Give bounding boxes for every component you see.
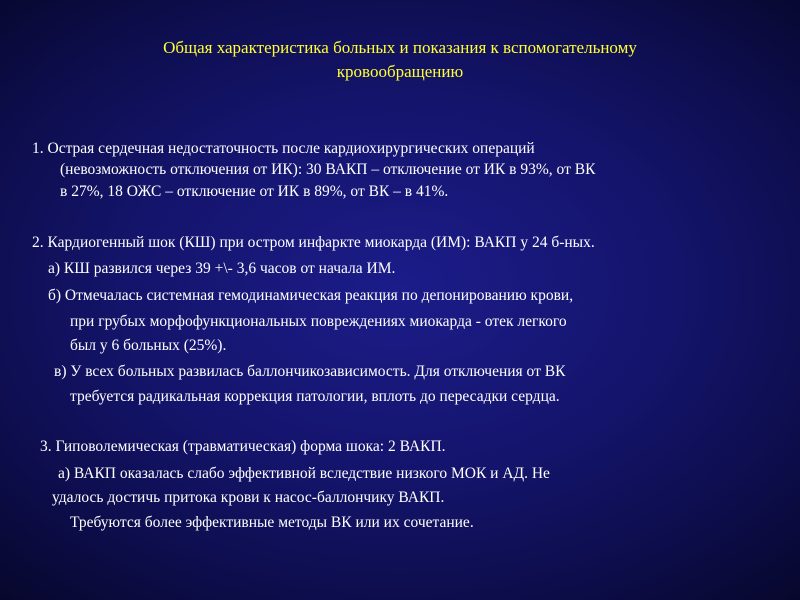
body-line-4: 2. Кардиогенный шок (КШ) при остром инфаркте миокарда (ИМ): ВАКП у 24 б-ных. xyxy=(32,234,595,251)
body-line-9: в) У всех больных развилась баллончикозависимость. Для отключения от ВК xyxy=(54,363,566,380)
body-line-12: а) ВАКП оказалась слабо эффективной вследствие низкого МОК и АД. Не xyxy=(58,465,550,482)
body-line-8: был у 6 больных (25%). xyxy=(70,337,227,354)
body-line-7: при грубых морфофункциональных повреждениях миокарда - отек легкого xyxy=(70,313,567,330)
slide-title-line-1: Общая характеристика больных и показания к вспомогательному xyxy=(163,38,637,57)
body-line-11: 3. Гиповолемическая (травматическая) форма шока: 2 ВАКП. xyxy=(40,438,446,455)
body-line-3: в 27%, 18 ОЖС – отключение от ИК в 89%, от ВК – в 41%. xyxy=(60,183,449,200)
body-line-13: удалось достичь притока крови к насос-баллончику ВАКП. xyxy=(52,489,445,506)
body-line-10: требуется радикальная коррекция патологии, вплоть до пересадки сердца. xyxy=(70,388,560,405)
body-line-2: (невозможность отключения от ИК): 30 ВАКП – отключение от ИК в 93%, от ВК xyxy=(60,161,596,178)
body-line-14: Требуются более эффективные методы ВК или их сочетание. xyxy=(70,514,474,531)
body-line-6: б) Отмечалась системная гемодинамическая реакция по депонированию крови, xyxy=(48,287,574,304)
slide-title xyxy=(40,36,760,84)
body-line-5: а) КШ развился через 39 +\- 3,6 часов от начала ИМ. xyxy=(48,260,396,277)
body-line-1: 1. Острая сердечная недостаточность после кардиохирургических операций xyxy=(32,140,535,157)
slide-title-line-2: кровообращению xyxy=(336,62,464,81)
